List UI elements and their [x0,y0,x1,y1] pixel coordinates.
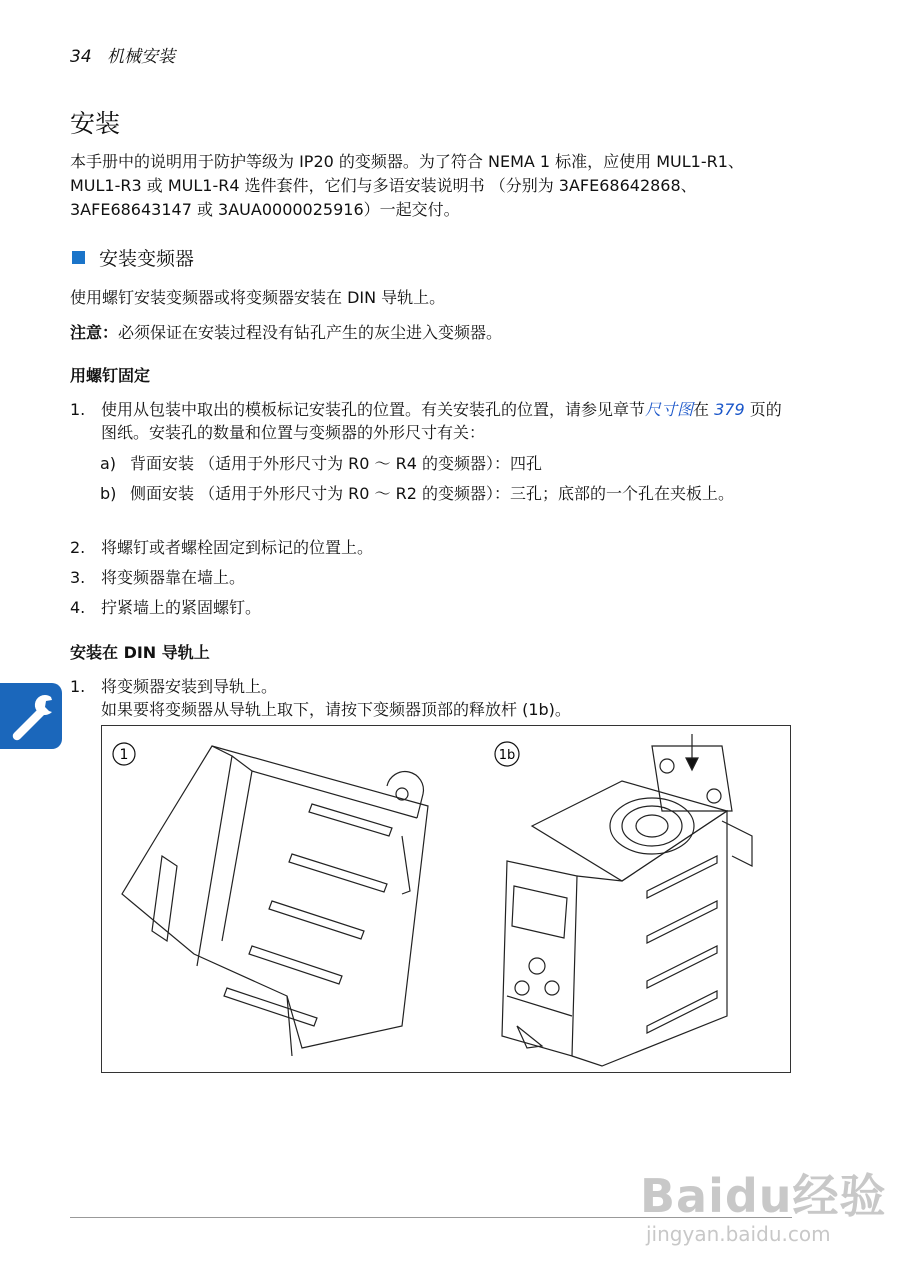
note-paragraph [70,320,502,343]
screws-heading: 用螺钉固定 [70,366,151,385]
step-text: 拧紧墙上的紧固螺钉。 [101,598,262,617]
page-number: 34 [70,47,92,67]
step-number: 4. [70,598,86,617]
mounting-figure [101,725,791,1073]
subsection-heading [72,244,194,271]
dimension-drawings-link[interactable]: 尺寸图 [645,400,694,419]
intro-paragraph: 本手册中的说明用于防护等级为 IP20 的变频器。为了符合 NEMA 1 标准，应使用 MUL1-R1、 MUL1-R3 或 MUL1-R4 选件套件，它们与多语安装说明书 （分别为 3AFE68642868、 3AFE68643147 或 3AUA0000025916）一起交付。 [70,152,744,219]
bullet-square-icon [72,251,85,264]
drive-back-view-drawing [119,746,428,1056]
sub-label: b) [100,484,117,503]
step-text: 将螺钉或者螺栓固定到标记的位置上。 [101,538,374,557]
note-label: 注意： [70,323,119,342]
figure-label-1b [495,742,519,766]
step-text: 将变频器靠在墙上。 [101,568,246,587]
wrench-icon [0,683,62,749]
sub-text: 背面安装 （适用于外形尺寸为 R0 ～ R4 的变频器）：四孔 [130,454,543,473]
note-text: 必须保证在安装过程没有钻孔产生的灰尘进入变频器。 [118,323,503,342]
page-ref-link[interactable]: 379 [714,400,745,419]
watermark-url: jingyan.baidu.com [646,1222,831,1246]
chapter-title: 机械安装 [107,47,176,67]
drive-din-rail-drawing [502,734,752,1066]
subsection-title: 安装变频器 [99,248,195,270]
chapter-tab [0,683,62,749]
page-header [70,42,175,67]
step-number: 2. [70,538,86,557]
figure-label-1 [113,743,135,765]
step-text-line2: 如果要将变频器从导轨上取下，请按下变频器顶部的释放杆 (1b)。 [101,700,571,719]
svg-text:1b: 1b [498,748,516,763]
step-number: 1. [70,400,86,419]
step-number: 1. [70,677,86,696]
step-text: 使用从包装中取出的模板标记安装孔的位置。有关安装孔的位置，请参见章节尺寸图在 379 页的图纸。安装孔的数量和位置与变频器的外形尺寸有关： [101,400,782,442]
din-heading: 安装在 DIN 导轨上 [70,643,210,662]
sub-label: a) [100,454,117,473]
watermark-brand: Baidu经验 [640,1169,887,1223]
step-text-line1: 将变频器安装到导轨上。 [101,677,278,696]
mount-options-paragraph: 使用螺钉安装变频器或将变频器安装在 DIN 导轨上。 [70,288,446,307]
svg-text:1: 1 [119,747,129,763]
section-title: 安装 [70,109,121,138]
sub-text: 侧面安装 （适用于外形尺寸为 R0 ～ R2 的变频器）：三孔；底部的一个孔在夹板上。 [130,484,735,503]
step-number: 3. [70,568,86,587]
baidu-watermark [640,1160,887,1246]
